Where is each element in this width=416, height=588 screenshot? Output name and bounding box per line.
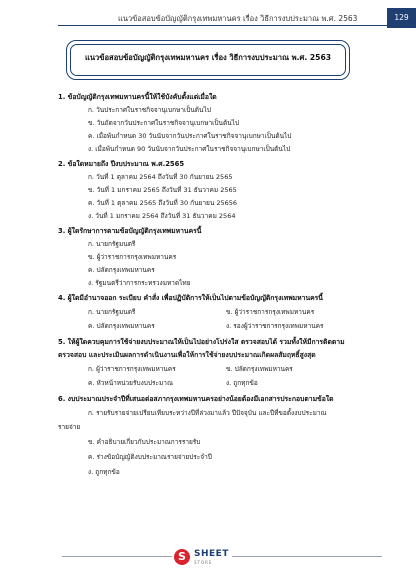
logo-subtext: STORE bbox=[194, 560, 213, 565]
question-3: 3. ผู้ใดรักษาการตามข้อบัญญัติกรุงเทพมหานครนี้ bbox=[58, 227, 202, 235]
q6-option-b: ข. คำอธิบายเกี่ยวกับประมาณการรายรับ bbox=[88, 438, 201, 446]
q6-option-a: ก. รายรับรายจ่ายเปรียบเทียบระหว่างปีที่ล่วงมาแล้ว ปีปัจจุบัน และปีที่ขอตั้งงบประมาณ bbox=[88, 409, 327, 417]
question-4: 4. ผู้ใดมีอำนาจออก ระเบียบ คำสั่ง เพื่อปฏิบัติการให้เป็นไปตามข้อบัญญัติกรุงเทพมหานครนี้ bbox=[58, 294, 323, 302]
question-6: 6. งบประมาณประจำปีที่เสนอต่อสภากรุงเทพมหานครอย่างน้อยต้องมีเอกสารประกอบตามข้อใด bbox=[58, 395, 334, 403]
question-1: 1. ข้อบัญญัติกรุงเทพมหานครนี้ให้ใช้บังคับตั้งแต่เมื่อใด bbox=[58, 93, 217, 101]
q6-option-a-cont: รายจ่าย bbox=[58, 423, 81, 431]
logo-s-icon: S bbox=[174, 549, 190, 565]
sheetstore-logo bbox=[172, 547, 232, 569]
q6-option-c: ค. ร่างข้อบัญญัติงบประมาณรายจ่ายประจำปี bbox=[88, 453, 212, 461]
q5-option-c: ค. หัวหน้าหน่วยรับงบประมาณ bbox=[88, 379, 173, 387]
q5-option-d: ง. ถูกทุกข้อ bbox=[226, 379, 258, 387]
header-rule bbox=[58, 25, 387, 26]
question-5-line2: ตรวจสอบ และประเมินผลการดำเนินงานเพื่อให้การใช้จ่ายงบประมาณเกิดผลสัมฤทธิ์สูงสุด bbox=[58, 351, 316, 359]
q4-option-b: ข. ผู้ว่าราชการกรุงเทพมหานคร bbox=[226, 308, 315, 316]
q4-option-a: ก. นายกรัฐมนตรี bbox=[88, 308, 136, 316]
q1-option-a: ก. วันประกาศในราชกิจจานุเบกษาเป็นต้นไป bbox=[88, 106, 211, 114]
q2-option-b: ข. วันที่ 1 มกราคม 2565 ถึงวันที่ 31 ธันวาคม 2565 bbox=[88, 186, 237, 194]
q2-option-d: ง. วันที่ 1 มกราคม 2564 ถึงวันที่ 31 ธันวาคม 2564 bbox=[88, 212, 236, 220]
page-header bbox=[0, 0, 416, 30]
question-5-line1: 5. ให้ผู้ใดควบคุมการใช้จ่ายงบประมาณให้เป็นไปอย่างโปร่งใส ตรวจสอบได้ รวมทั้งให้มีการติดตาม bbox=[58, 338, 345, 346]
page-number: 129 bbox=[387, 8, 416, 28]
q4-option-d: ง. รองผู้ว่าราชการกรุงเทพมหานคร bbox=[226, 322, 324, 330]
q3-option-c: ค. ปลัดกรุงเทพมหานคร bbox=[88, 266, 155, 274]
header-title: แนวข้อสอบข้อบัญญัติกรุงเทพมหานคร เรื่อง วิธีการงบประมาณ พ.ศ. 2563 bbox=[118, 14, 358, 23]
question-2: 2. ข้อใดหมายถึง ปีงบประมาณ พ.ศ.2565 bbox=[58, 160, 185, 168]
q3-option-b: ข. ผู้ว่าราชการกรุงเทพมหานคร bbox=[88, 253, 177, 261]
q3-option-d: ง. รัฐมนตรีว่าการกระทรวงมหาดไทย bbox=[88, 279, 191, 287]
q1-option-c: ค. เมื่อพ้นกำหนด 30 วันนับจากวันประกาศในราชกิจจานุเบกษาเป็นต้นไป bbox=[88, 132, 292, 140]
q2-option-a: ก. วันที่ 1 ตุลาคม 2564 ถึงวันที่ 30 กันยายน 2565 bbox=[88, 173, 233, 181]
q2-option-c: ค. วันที่ 1 ตุลาคม 2565 ถึงวันที่ 30 กันยายน 25656 bbox=[88, 199, 238, 207]
q1-option-b: ข. วันถัดจากวันประกาศในราชกิจจานุเบกษาเป็นต้นไป bbox=[88, 119, 240, 127]
q5-option-b: ข. ปลัดกรุงเทพมหานคร bbox=[226, 365, 293, 373]
q3-option-a: ก. นายกรัฐมนตรี bbox=[88, 240, 136, 248]
q5-option-a: ก. ผู้ว่าราชการกรุงเทพมหานคร bbox=[88, 365, 176, 373]
q4-option-c: ค. ปลัดกรุงเทพมหานคร bbox=[88, 322, 155, 330]
q6-option-d: ง. ถูกทุกข้อ bbox=[88, 468, 120, 476]
q1-option-d: ง. เมื่อพ้นกำหนด 90 วันนับจากวันประกาศในราชกิจจานุเบกษาเป็นต้นไป bbox=[88, 145, 291, 153]
box-title: แนวข้อสอบข้อบัญญัติกรุงเทพมหานคร เรื่อง วิธีการงบประมาณ พ.ศ. 2563 bbox=[84, 53, 332, 62]
logo-text: SHEET bbox=[194, 549, 229, 559]
page-footer bbox=[0, 535, 416, 588]
title-box bbox=[66, 40, 350, 80]
